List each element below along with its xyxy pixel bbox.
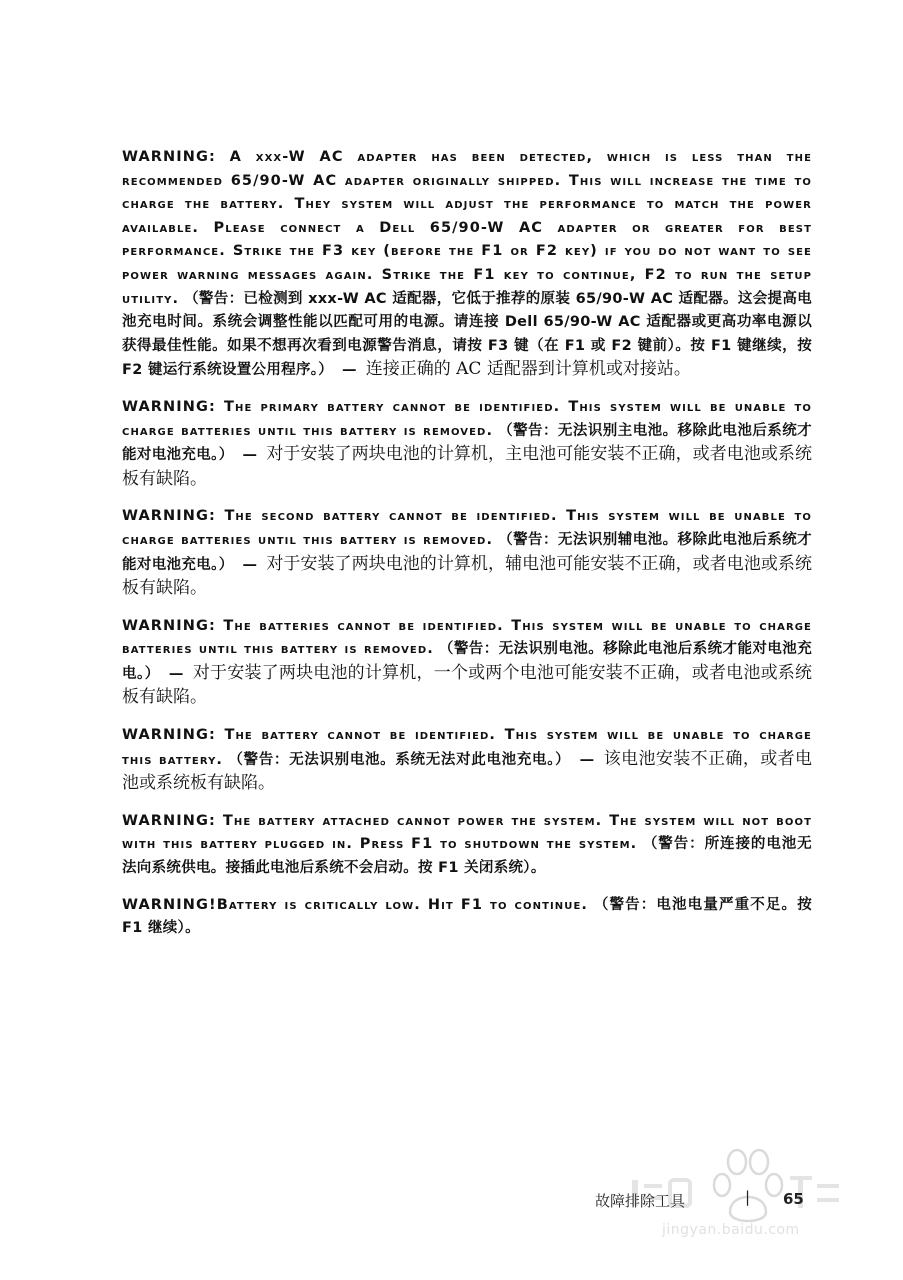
warning-chinese-translation: （警告：所连接的电池无法向系统供电。接插此电池后系统不会启动。按 F1 关闭系统）。: [122, 836, 812, 877]
warning-chinese-translation: （警告：无法识别电池。系统无法对此电池充电。）: [228, 751, 571, 768]
em-dash: —: [168, 665, 184, 682]
document-body: [122, 146, 812, 954]
warning-paragraph-battery-cannot-power: [122, 810, 812, 881]
watermark-url: jingyan.baidu.com: [662, 1222, 800, 1238]
page-footer: [595, 1188, 810, 1214]
warning-chinese-translation: （警告：已检测到 xxx-W AC 适配器，它低于推荐的原装 65/90-W AC 适配器。这会提高电池充电时间。系统会调整性能以匹配可用的电源。请连接 Dell 65/90-W AC 适配器或更高功率电源以获得最佳性能。如果不想再次看到电源警告消息，请按 F3 键（在 F1 或 F2 键前）。按 F1 键继续，按 F2 键运行系统设置公用程序。）: [122, 290, 812, 379]
warning-english-text: WARNING: A xxx-W AC adapter has been detected, which is less than the recommended 65/90-W AC adapter originally shipped. This will increase the time to charge the battery. They system will adjust the performance to match the power available. Please connect a Dell 65/90-W AC adapter or greater for best performance. Strike the F3 key (before the F1 or F2 key) if you do not want to see power warning messages again. Strike the F1 key to continue, F2 to run the setup utility.: [122, 149, 812, 307]
footer-section-title: 故障排除工具: [595, 1192, 686, 1210]
em-dash: —: [242, 556, 258, 573]
warning-paragraph-second-battery: [122, 505, 812, 601]
em-dash: —: [342, 362, 357, 379]
warning-english-text: WARNING: The second battery cannot be identified. This system will be unable to charge batteries until this battery is removed.: [122, 508, 812, 548]
warning-chinese-translation: （警告：无法识别主电池。移除此电池后系统才能对电池充电。）: [122, 422, 812, 464]
warning-explanation: 该电池安装不正确，或者电池或系统板有缺陷。: [122, 748, 812, 794]
warning-paragraph-batteries: [122, 615, 812, 711]
warning-english-text: WARNING: The batteries cannot be identified. This system will be unable to charge batteries until this battery is removed.: [122, 617, 812, 658]
warning-english-text: WARNING: The battery attached cannot power the system. The system will not boot with this battery plugged in. Press F1 to shutdown the system.: [122, 812, 812, 853]
warning-paragraph-primary-battery: [122, 396, 812, 492]
warning-explanation: 对于安装了两块电池的计算机，主电池可能安装不正确，或者电池或系统板有缺陷。: [122, 444, 812, 489]
warning-chinese-translation: （警告：无法识别辅电池。移除此电池后系统才能对电池充电。）: [122, 531, 812, 573]
warning-chinese-translation: （警告：无法识别电池。移除此电池后系统才能对电池充电。）: [122, 641, 813, 682]
warning-paragraph-adapter: [122, 146, 812, 383]
warning-chinese-translation: （警告：电池电量严重不足。按 F1 继续）。: [122, 896, 812, 937]
warning-english-text: WARNING: The battery cannot be identified. This system will be unable to charge this battery.: [122, 727, 812, 768]
em-dash: —: [242, 447, 258, 464]
warning-english-text: WARNING: The primary battery cannot be identified. This system will be unable to charge batteries until this battery is removed.: [122, 398, 812, 439]
warning-english-text: WARNING!Battery is critically low. Hit F1 to continue.: [122, 896, 589, 913]
page-number: 65: [783, 1190, 804, 1208]
warning-explanation: 连接正确的 AC 适配器到计算机或对接站。: [365, 359, 691, 380]
warning-paragraph-battery-unidentified: [122, 724, 812, 797]
warning-paragraph-battery-low: [122, 894, 812, 941]
em-dash: —: [579, 751, 595, 768]
warning-explanation: 对于安装了两块电池的计算机，一个或两个电池可能安装不正确，或者电池或系统板有缺陷。: [122, 662, 812, 708]
footer-separator: |: [745, 1188, 751, 1206]
warning-explanation: 对于安装了两块电池的计算机，辅电池可能安装不正确，或者电池或系统板有缺陷。: [122, 553, 812, 599]
